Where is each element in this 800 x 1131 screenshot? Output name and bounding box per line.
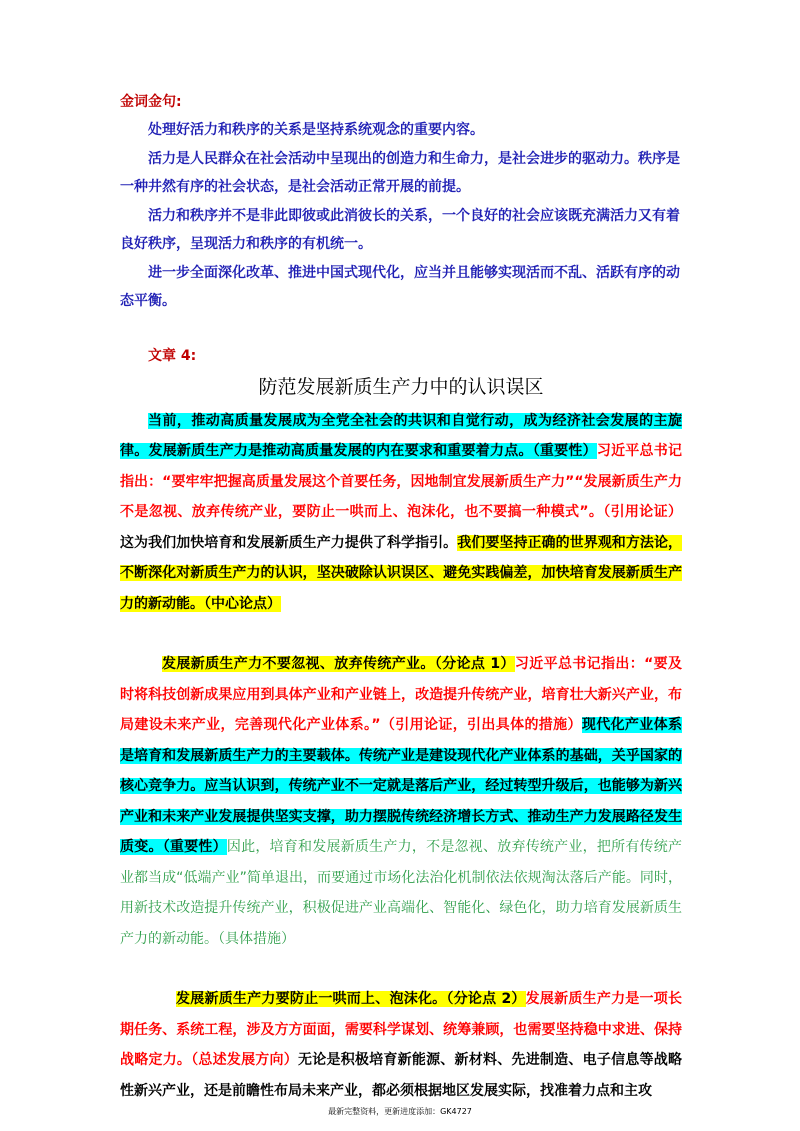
- quotation-argument: 习近平总书记指出：“要牢牢把握高质量发展这个首要任务，因地制宜发展新质生产力”“发展新质生产力不是忽视、放弃传统产业，要防止一哄而上、泡沫化，也不要搞一种模式”。（引用论证）: [120, 443, 682, 520]
- quote-item: 活力和秩序并不是非此即彼或此消彼长的关系，一个良好的社会应该既充满活力又有着良好秩序，呈现活力和秩序的有机统一。: [120, 207, 680, 252]
- specific-measures: 因此，培育和发展新质生产力，不是忽视、放弃传统产业，把所有传统产业都当成“低端产业”简单退出，而要通过市场化法治化机制依法依规淘汰落后产能。同时，用新技术改造提升传统产业，积极促进产业高端化、智能化、绿色化，助力培育发展新质生产力的新动能。（具体措施）: [120, 839, 683, 947]
- central-thesis: 我们要坚持正确的世界观和方法论，不断深化对新质生产力的认识，坚决破除认识误区、避免实践偏差，加快培育发展新质生产力的新动能。（中心论点）: [120, 534, 683, 612]
- sub-point-1: 发展新质生产力不要忽视、放弃传统产业。（分论点 1）: [162, 656, 515, 672]
- quote-item: 进一步全面深化改革、推进中国式现代化，应当并且能够实现活而不乱、活跃有序的动态平衡。: [120, 264, 680, 309]
- guidance-sentence: 这为我们加快培育和发展新质生产力提供了科学指引。: [120, 534, 458, 551]
- article-paragraph-3: [120, 984, 682, 1106]
- page-footer: 最新完整资料，更新进度添加：GK4727: [328, 1107, 472, 1116]
- quotation-argument-2: 习近平总书记指出：“要及时将科技创新成果应用到具体产业和产业链上，改造提升传统产业，培育壮大新兴产业，布局建设未来产业，完善现代化产业体系。”（引用论证，引出具体的措施）: [120, 656, 682, 733]
- article-label: 文章 4:: [148, 347, 197, 364]
- article-paragraph-2: [120, 649, 682, 954]
- article-paragraph-1: [120, 406, 682, 620]
- golden-quotes-list: [120, 116, 682, 316]
- document-page: [120, 88, 682, 1106]
- importance-sentence: 当前，推动高质量发展成为全党全社会的共识和自觉行动，成为经济社会发展的主旋律。发展新质生产力是推动高质量发展的内在要求和重要着力点。（重要性）: [120, 412, 682, 459]
- development-direction: 发展新质生产力是一项长期任务、系统工程，涉及方方面面，需要科学谋划、统筹兼顾，也需要坚持稳中求进、保持战略定力。（总述发展方向）: [120, 991, 682, 1068]
- paragraph-gap: [120, 619, 682, 649]
- article-title: 防范发展新质生产力中的认识误区: [258, 375, 544, 398]
- sub-point-2: 发展新质生产力要防止一哄而上、泡沫化。（分论点 2）: [176, 991, 526, 1007]
- quote-item: 活力是人民群众在社会活动中呈现出的创造力和生命力，是社会进步的驱动力。秩序是一种井然有序的社会状态，是社会活动正常开展的前提。: [120, 150, 680, 195]
- importance-sentence-2: 现代化产业体系是培育和发展新质生产力的主要载体。传统产业是建设现代化产业体系的基础，关乎国家的核心竞争力。应当认识到，传统产业不一定就是落后产业，经过转型升级后，也能够为新兴产业和未来产业发展提供坚实支撑，助力摆脱传统经济增长方式、推动生产力发展路径发生质变。（重要性）: [120, 717, 682, 855]
- paragraph-gap: [120, 954, 682, 984]
- golden-quotes-label: 金词金句:: [120, 94, 182, 110]
- quote-item: 处理好活力和秩序的关系是坚持系统观念的重要内容。: [148, 122, 484, 138]
- continuation-text: 无论是积极培育新能源、新材料、先进制造、电子信息等战略性新兴产业，还是前瞻性布局未来产业，都必须根据地区发展实际，找准着力点和主攻: [120, 1052, 682, 1099]
